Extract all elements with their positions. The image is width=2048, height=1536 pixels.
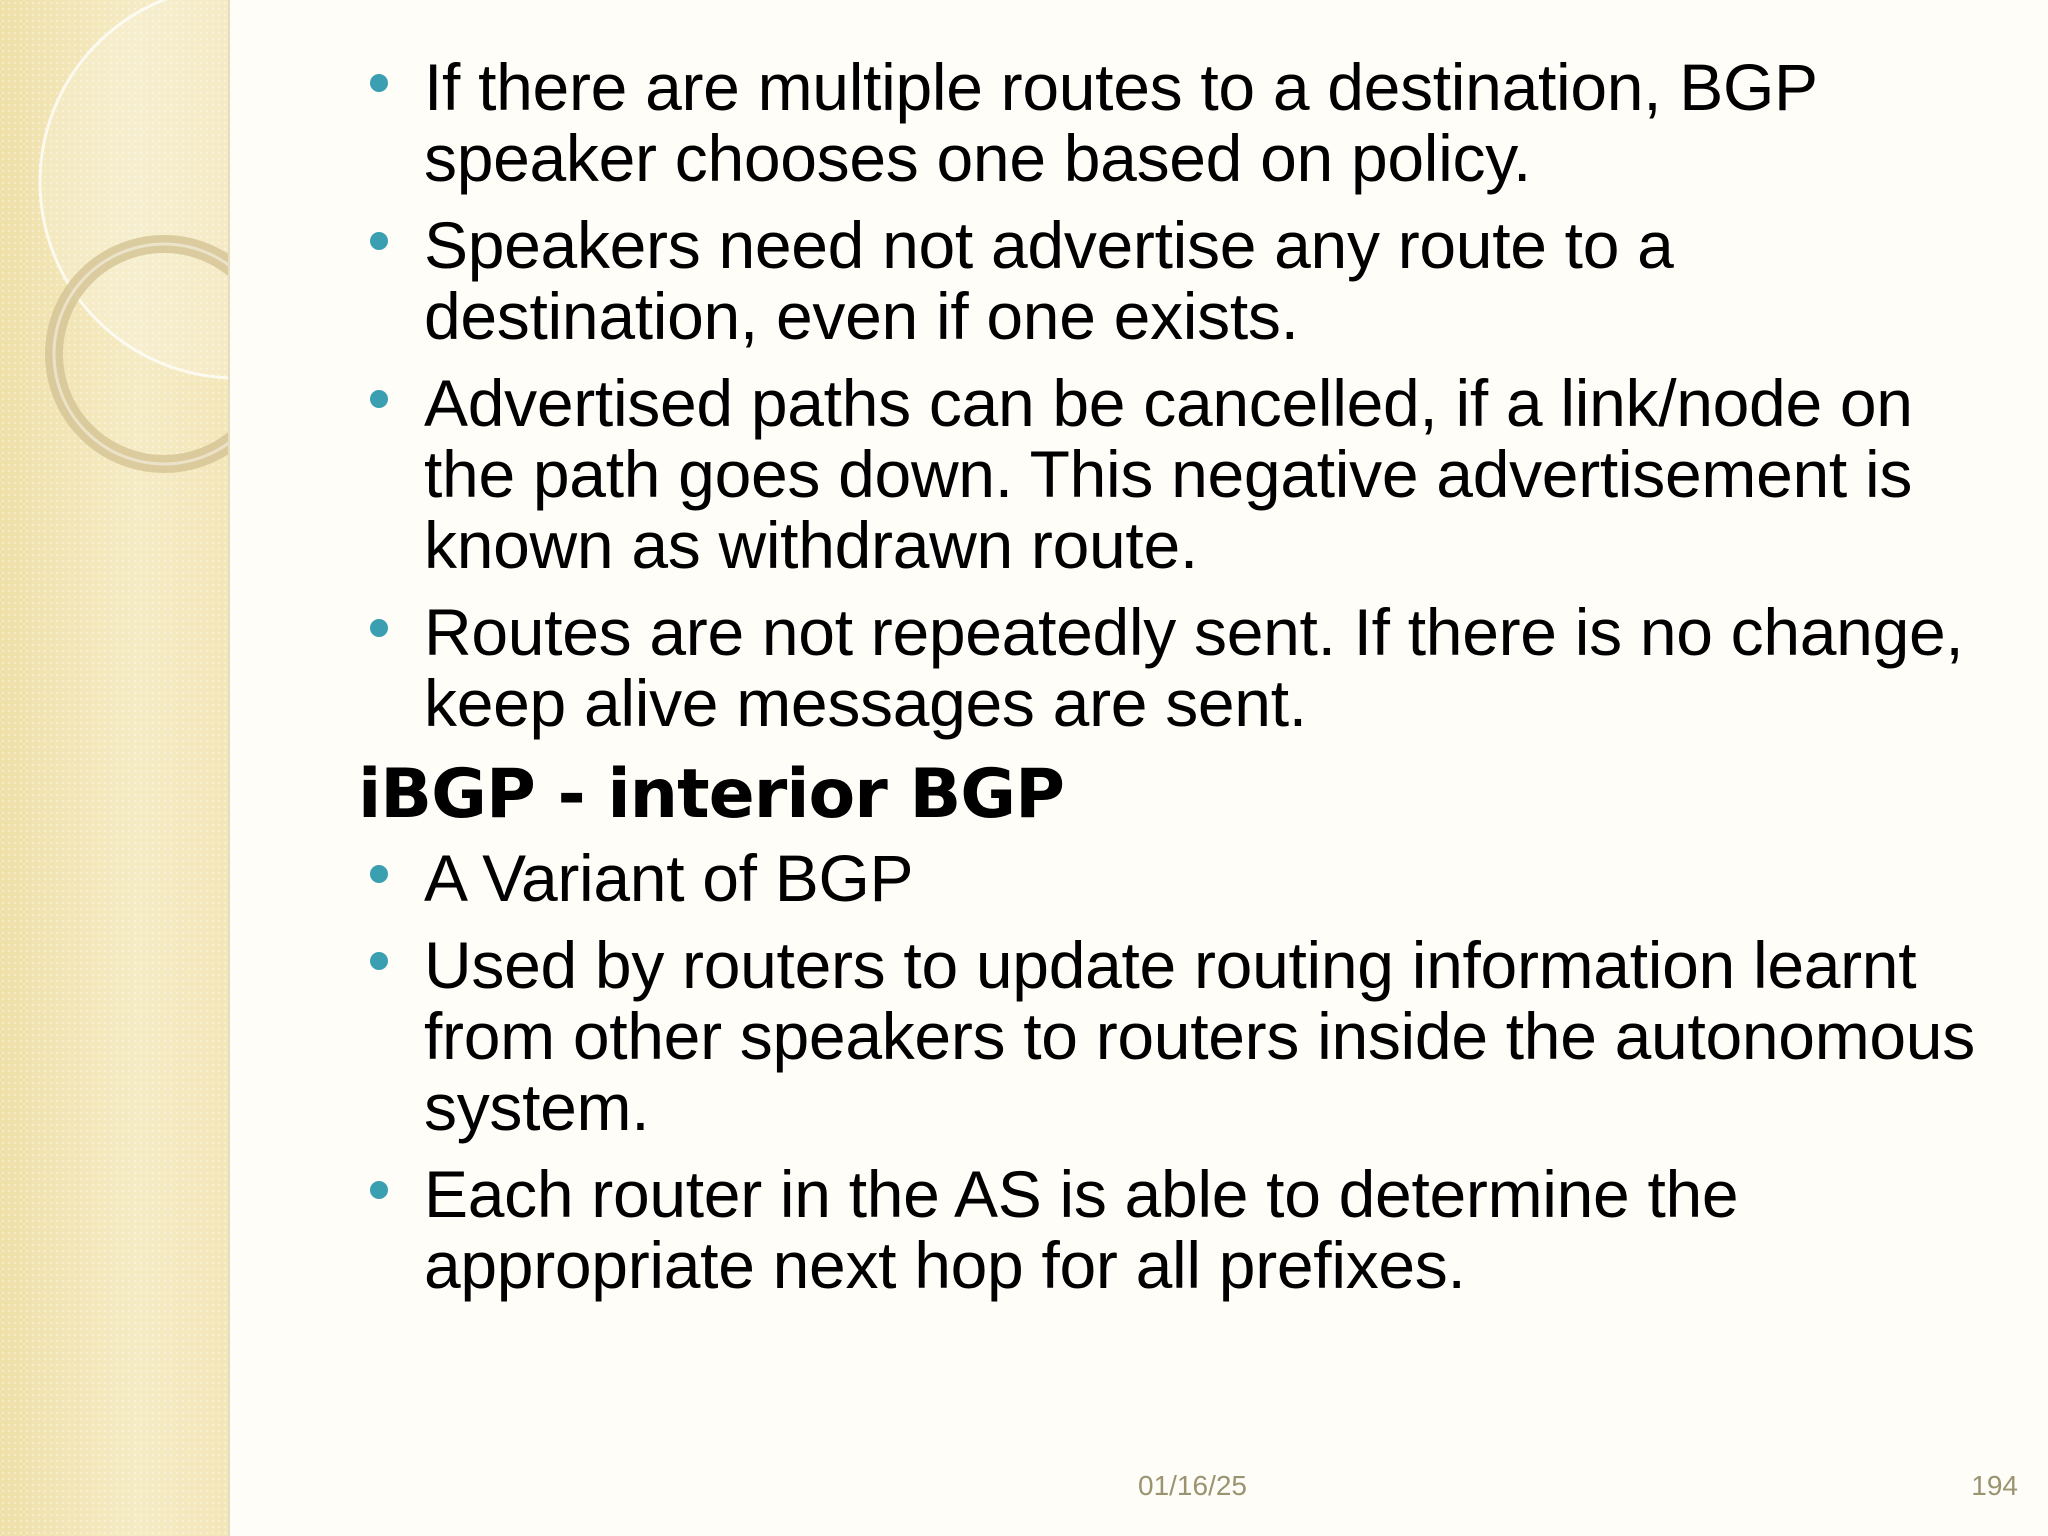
bullet-item — [358, 597, 1978, 739]
page-number: 194 — [1971, 1470, 2018, 1501]
slide-content — [358, 52, 1978, 1317]
decorative-circles — [0, 0, 228, 520]
bullet-dot-icon — [370, 232, 388, 250]
panel-divider — [228, 0, 230, 1536]
bullet-item — [358, 843, 1978, 914]
bullet-text: A Variant of BGP — [424, 841, 914, 915]
bullet-dot-icon — [370, 390, 388, 408]
bullet-dot-icon — [370, 74, 388, 92]
bullet-text: If there are multiple routes to a destination, BGP speaker chooses one based on policy. — [424, 50, 1817, 195]
bullet-item — [358, 1159, 1978, 1301]
bullet-list-bottom — [358, 843, 1978, 1301]
bullet-list-top — [358, 52, 1978, 739]
bullet-text: Routes are not repeatedly sent. If there is no change, keep alive messages are sent. — [424, 595, 1964, 740]
bullet-text: Each router in the AS is able to determine the appropriate next hop for all prefixes. — [424, 1157, 1739, 1302]
bullet-item — [358, 930, 1978, 1143]
bullet-text: Used by routers to update routing information learnt from other speakers to routers inside the autonomous system. — [424, 928, 1975, 1144]
section-heading: iBGP - interior BGP — [358, 755, 1064, 834]
bullet-item — [358, 52, 1978, 194]
bullet-dot-icon — [370, 619, 388, 637]
decorative-side-panel — [0, 0, 228, 1536]
bullet-text: Speakers need not advertise any route to a destination, even if one exists. — [424, 208, 1674, 353]
footer-date: 01/16/25 — [1138, 1470, 1247, 1501]
bullet-dot-icon — [370, 952, 388, 970]
bullet-dot-icon — [370, 865, 388, 883]
bullet-item — [358, 368, 1978, 581]
bullet-dot-icon — [370, 1181, 388, 1199]
bullet-item — [358, 210, 1978, 352]
bullet-text: Advertised paths can be cancelled, if a link/node on the path goes down. This negative advertisement is known as withdrawn route. — [424, 366, 1913, 582]
